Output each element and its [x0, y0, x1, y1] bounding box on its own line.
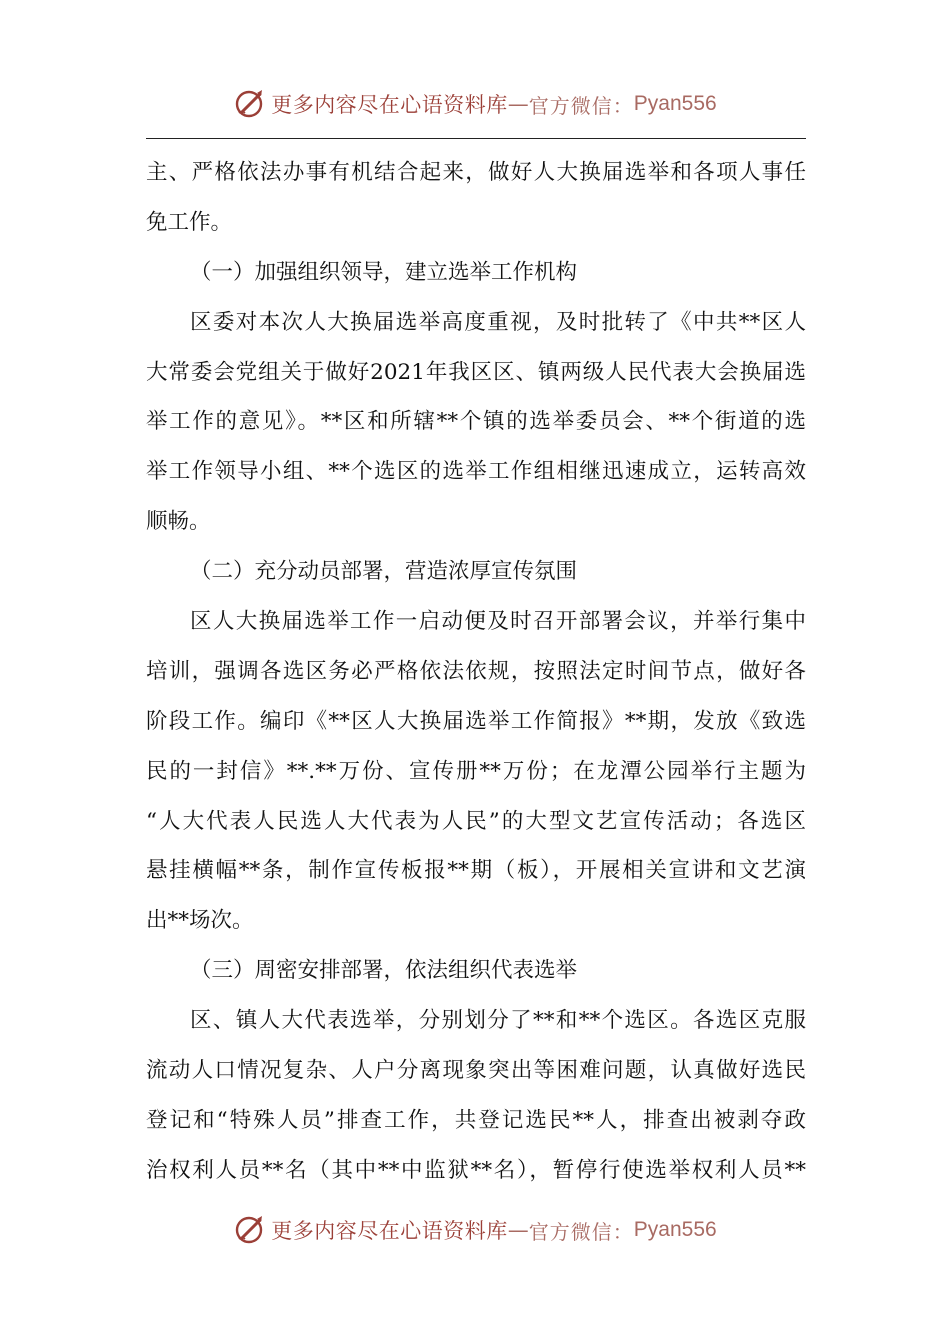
text-line: 登记和“特殊人员”排查工作，共登记选民**人，排查出被剥夺政: [146, 1107, 806, 1133]
watermark-separator: —: [507, 1218, 529, 1242]
watermark-site-text: 更多内容尽在心语资料库: [271, 1219, 508, 1243]
header-watermark: [0, 84, 950, 124]
section-heading: （一）加强组织领导，建立选举工作机构: [190, 259, 578, 285]
watermark-id: Pyan556: [633, 92, 717, 115]
section-heading: （三）周密安排部署，依法组织代表选举: [190, 958, 578, 984]
text-line: 悬挂横幅**条，制作宣传板报**期（板），开展相关宣讲和文艺演: [146, 858, 806, 884]
watermark-label: 官方微信：: [528, 1219, 634, 1244]
text-line: 举工作的意见》。**区和所辖**个镇的选举委员会、**个街道的选: [146, 409, 806, 435]
paragraph-start-line: 区委对本次人大换届选举高度重视，及时批转了《中共**区人: [190, 309, 806, 335]
text-line: 举工作领导小组、**个选区的选举工作组相继迅速成立，运转高效: [146, 459, 806, 485]
header-rule: [146, 138, 806, 139]
text-line: 出**场次。: [146, 908, 254, 934]
text-line: 培训，强调各选区务必严格依法依规，按照法定时间节点，做好各: [146, 658, 806, 684]
paragraph-start-line: 区人大换届选举工作一启动便及时召开部署会议，并举行集中: [190, 609, 806, 635]
watermark-site-text: 更多内容尽在心语资料库: [271, 93, 508, 117]
text-line: 主、严格依法办事有机结合起来，做好人大换届选举和各项人事任: [146, 160, 806, 185]
text-line: 治权利人员**名（其中**中监狱**名），暂停行使选举权利人员**: [146, 1157, 806, 1183]
section-heading: （二）充分动员部署，营造浓厚宣传氛围: [190, 559, 578, 585]
paragraph-start-line: 区、镇人大代表选举，分别划分了**和**个选区。各选区克服: [190, 1008, 806, 1034]
text-line: 大常委会党组关于做好2021年我区区、镇两级人民代表大会换届选: [146, 359, 806, 385]
document-body: [146, 148, 806, 1196]
text-line: 民的一封信》**.**万份、宣传册**万份；在龙潭公园举行主题为: [146, 758, 806, 784]
watermark-separator: —: [507, 92, 529, 116]
text-line: 免工作。: [146, 209, 233, 235]
text-line: 流动人口情况复杂、人户分离现象突出等困难问题，认真做好选民: [146, 1058, 806, 1084]
watermark-label: 官方微信：: [528, 93, 634, 118]
watermark-id: Pyan556: [633, 1218, 717, 1241]
pen-logo-icon: [233, 1213, 267, 1247]
text-line: 阶段工作。编印《**区人大换届选举工作简报》**期，发放《致选: [146, 708, 806, 734]
text-line: 顺畅。: [146, 509, 211, 535]
footer-watermark: [0, 1210, 950, 1250]
text-line: “人大代表人民选人大代表为人民”的大型文艺宣传活动；各选区: [146, 808, 806, 834]
pen-logo-icon: [233, 87, 267, 121]
